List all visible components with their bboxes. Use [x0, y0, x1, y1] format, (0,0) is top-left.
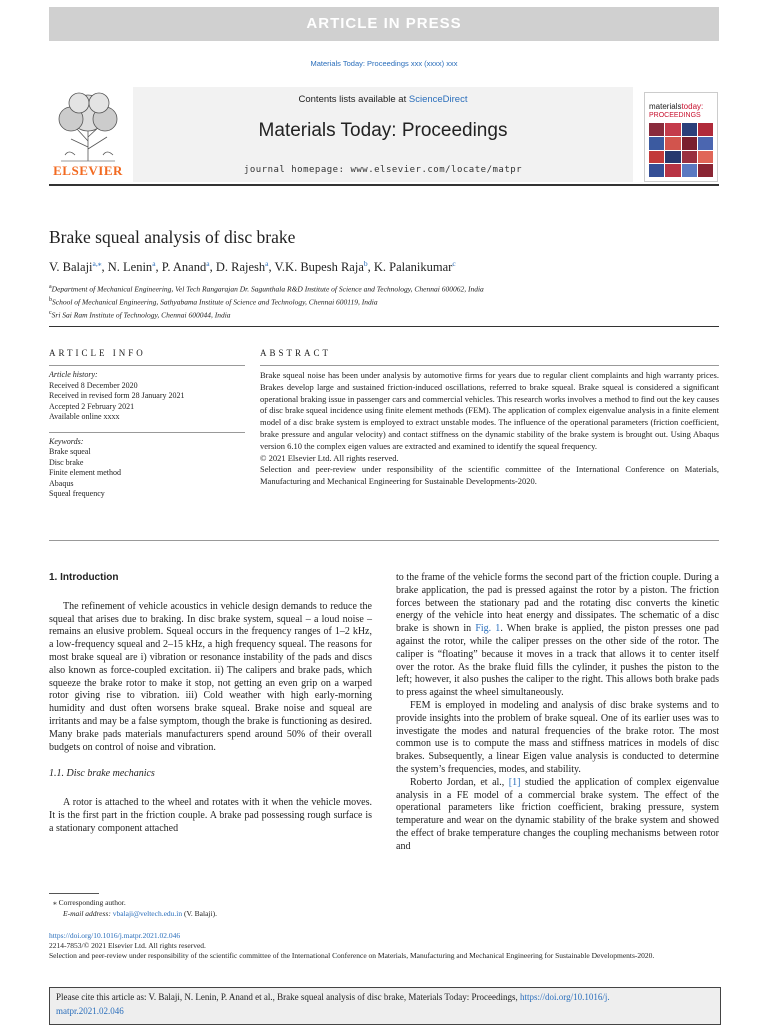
article-info-heading: ARTICLE INFO [49, 348, 146, 358]
subsection-heading-disc-brake-mechanics: 1.1. Disc brake mechanics [49, 768, 155, 780]
history-item: Received 8 December 2020 [49, 380, 138, 390]
paragraph-text: to the frame of the vehicle forms the second part of the friction couple. During a brake application, the pad is pressed against the rotor by a piston. The friction forces between the stationary pad and the rotating disc converts the kinetic energy of the vehicle into heat energy and dissipates. The schematic of a disc brake is shown in [396, 572, 719, 635]
contents-line [133, 94, 633, 105]
mechanics-paragraph: A rotor is attached to the wheel and rotates with it when the vehicle moves. It is the first part in the friction couple. A brake pad possessing rough surface is a stationary component attached [49, 797, 372, 834]
cover-title-word-3: PROCEEDINGS [649, 112, 701, 119]
paragraph-text: studied the application of complex eigenvalue analysis in a FE model of a commercial brake system. The effect of the operational parameters like friction coefficient, braking pressure, system temperature and wear on the dynamic stability of the brake system and showed the effect of brake temperature changes the coupling mechanisms between rotor and [396, 776, 720, 852]
footnote-rule [49, 893, 99, 894]
abstract-text: Brake squeal noise has been under analysis by automotive firms for years due to regular client complaints and high warranty prices. Brakes develop large and sustained friction-induced oscillations, referred to brake squeal. Brake squeal is considered a significant operational braking issue in passenger cars and commercial vehicles. This research works involves a method to find out the key causes of disc brake squeal incidence using finite element methods (FEM). The application of complex eigenvalue analysis in a finite element model of a disc brake system is employed to extract unstable modes. The influence of the operational parameters (friction coefficient, brake pressure and angular velocity) and contact stiffness on the dynamic stability of the brake system is brought out. Using Abaqus version 6.10 the complex eigen values are extracted and examined to identify the squeal frequency. [260, 370, 719, 451]
journal-citation-line[interactable]: Materials Today: Proceedings xxx (xxxx) xxx [310, 59, 458, 68]
affiliation-key: c [49, 310, 52, 316]
abstract-top-rule [260, 365, 719, 366]
article-info-panel [49, 372, 245, 500]
cover-image-grid [649, 123, 713, 177]
affiliation-item [49, 308, 484, 321]
literature-paragraph [396, 777, 719, 854]
corresponding-author-note: ⁎ Corresponding author. [53, 898, 126, 907]
author-affil-sup[interactable]: b [363, 259, 368, 268]
keyword-item[interactable]: Brake squeal [49, 447, 91, 456]
affiliation-key: a [49, 284, 52, 290]
doi-link[interactable]: https://doi.org/10.1016/j.matpr.2021.02.046 [49, 931, 181, 940]
abstract-heading: ABSTRACT [260, 348, 332, 358]
cover-title-word-2: today: [681, 102, 704, 111]
contents-prefix: Contents lists available at [298, 94, 409, 105]
body-right-column [396, 572, 719, 854]
email-link[interactable]: vbalaji@veltech.edu.in [112, 909, 183, 918]
journal-cover-thumbnail[interactable] [644, 92, 718, 182]
email-label: E-mail address: [63, 909, 113, 918]
keyword-item[interactable]: Disc brake [49, 457, 84, 467]
section-heading-introduction: 1. Introduction [49, 572, 119, 583]
article-title: Brake squeal analysis of disc brake [49, 227, 296, 247]
affiliation-text: School of Mechanical Engineering, Sathyabama Institute of Science and Technology, Chennai 600119, India [52, 297, 378, 307]
author-name[interactable]: N. Lenin [107, 260, 153, 275]
author-name[interactable]: D. Rajesh [215, 260, 266, 275]
author-affil-sup[interactable]: a [152, 259, 156, 268]
elsevier-logo[interactable] [49, 89, 127, 181]
abstract-peer-review: Selection and peer-review under responsibility of the scientific committee of the International Conference on Materials, Manufacturing and Mechanical Engineering for Sustainable Developments-2020. [260, 464, 719, 487]
keyword-item[interactable]: Finite element method [49, 468, 121, 477]
history-item: Received in revised form 28 January 2021 [49, 391, 185, 400]
sciencedirect-link[interactable]: ScienceDirect [408, 94, 468, 105]
author-name[interactable]: P. Anand [161, 260, 207, 275]
paragraph-text: . When brake is applied, the piston presses one pad against the rotor, while the caliper presses on the other side of the rotor. The caliper is “floating” because it moves in a track that allows it to center itself over the rotor. As the brake fluid fills the cylinder, it pushes the piston to the left; however, it also pushes the caliper to the right. This allows both brake pads to press against the wheel simultaneously. [396, 623, 719, 699]
author-affil-sup[interactable]: a [206, 259, 210, 268]
author-name[interactable]: V.K. Bupesh Raja [274, 260, 364, 275]
affiliation-item [49, 295, 484, 308]
doi-block [49, 931, 719, 961]
paragraph-text: Roberto Jordan, et al., [410, 776, 509, 788]
journal-title: Materials Today: Proceedings [258, 120, 508, 141]
affiliation-key: b [49, 297, 52, 303]
affiliation-text: Sri Sai Ram Institute of Technology, Chennai 600044, India [51, 310, 231, 320]
history-label: Article history: [49, 370, 98, 379]
author-name[interactable]: K. Palanikumar [373, 260, 453, 275]
cite-doi-link[interactable]: https://doi.org/10.1016/j. [520, 992, 610, 1002]
footnotes [49, 897, 217, 919]
author-list: V. Balaji$^{a,⁎}$, N. Lenin$^a$, P. Anand$^a$, D. Rajesh$^a$, V.K. Bupesh Raja$^b$, K. Palanikumar$^c$ [49, 259, 456, 275]
author-name[interactable]: V. Balaji [49, 260, 93, 275]
elsevier-wordmark: ELSEVIER [53, 163, 123, 178]
figure-1-link[interactable]: Fig. 1 [475, 623, 501, 635]
article-in-press-banner: ARTICLE IN PRESS [49, 7, 719, 41]
author-affil-sup[interactable]: c [452, 259, 456, 268]
cite-doi-link-continued[interactable]: matpr.2021.02.046 [56, 1006, 124, 1016]
body-left-column [49, 572, 372, 836]
elsevier-tree-icon [49, 89, 127, 163]
issn-line: 2214-7853/© 2021 Elsevier Ltd. All rights reserved. [49, 941, 206, 950]
journal-homepage[interactable]: journal homepage: www.elsevier.com/locate/matpr [243, 165, 523, 175]
cover-title [649, 103, 703, 120]
cite-this-article-box [49, 987, 721, 1025]
author-affil-sup[interactable]: a,⁎ [92, 259, 102, 268]
affiliation-item [49, 282, 484, 295]
fem-paragraph: FEM is employed in modeling and analysis of disc brake systems and to provide insights into the problem of brake squeal. One of its earlier uses was to investigate the modes and natural frequencies of the brake rotor. The most common use is to compute the mass and stiffness matrices in models of disc brakes. Subsequently, a linear Eigen value analysis is conducted to determine the system’s frequencies, modes, and stability. [396, 699, 719, 775]
author-affil-sup[interactable]: a [265, 259, 269, 268]
info-mid-rule [49, 432, 245, 433]
peer-review-line: Selection and peer-review under responsibility of the scientific committee of the International Conference on Materials, Manufacturing and Mechanical Engineering for Sustainable Developments-2020. [49, 951, 655, 960]
email-suffix: (V. Balaji). [182, 909, 217, 918]
reference-1-link[interactable]: [1] [508, 776, 521, 788]
cite-text: Please cite this article as: V. Balaji, N. Lenin, P. Anand et al., Brake squeal analysis of disc brake, Materials Today: Proceedings, [56, 992, 521, 1002]
abstract-bottom-rule [49, 540, 719, 541]
cover-title-word-1: materials [649, 102, 682, 111]
mechanics-paragraph-continued [396, 572, 719, 700]
keyword-item[interactable]: Squeal frequency [49, 489, 105, 498]
history-item: Accepted 2 February 2021 [49, 401, 135, 411]
affiliations [49, 282, 484, 321]
journal-title-box [133, 87, 633, 182]
keyword-item[interactable]: Abaqus [49, 478, 74, 488]
abstract-copyright: © 2021 Elsevier Ltd. All rights reserved. [260, 452, 399, 463]
journal-header [49, 87, 719, 186]
history-item: Available online xxxx [49, 412, 120, 421]
email-note [49, 908, 217, 919]
intro-paragraph: The refinement of vehicle acoustics in vehicle design demands to reduce the squeal that arises due to braking. In disc brake system, squeal – a loud noise – remains an elusive problem. Squeal occurs in the frequency ranges of 1–2 kHz, a low-frequency squeal and 2–15 kHz, a high frequency squeal. The reasons for most brake squeal are i) vibration or resonance instability of the pads and discs also known as force-coupled excitation. ii) The calipers and brake pads, which squeeze the brake rotor to make it stop, not getting an even grip on a warped rotor giving rise to vibration. iii) Cold weather with high early-morning humidity and dust often worsens brake squeal. Brake noise and squeal are irritants and may be a false symptom, though the brake is functioning as desired. Many brake pads materials manufacturers spend around 50% of their overall budgets on control of noise and vibration. [49, 600, 372, 753]
keywords-label: Keywords: [49, 436, 84, 446]
abstract-panel [260, 372, 719, 488]
header-divider [49, 326, 719, 327]
info-top-rule [49, 365, 245, 366]
affiliation-text: Department of Mechanical Engineering, Vel Tech Rangarajan Dr. Sagunthala R&D Institute of Science and Technology, Chennai 600062, India [51, 284, 484, 294]
